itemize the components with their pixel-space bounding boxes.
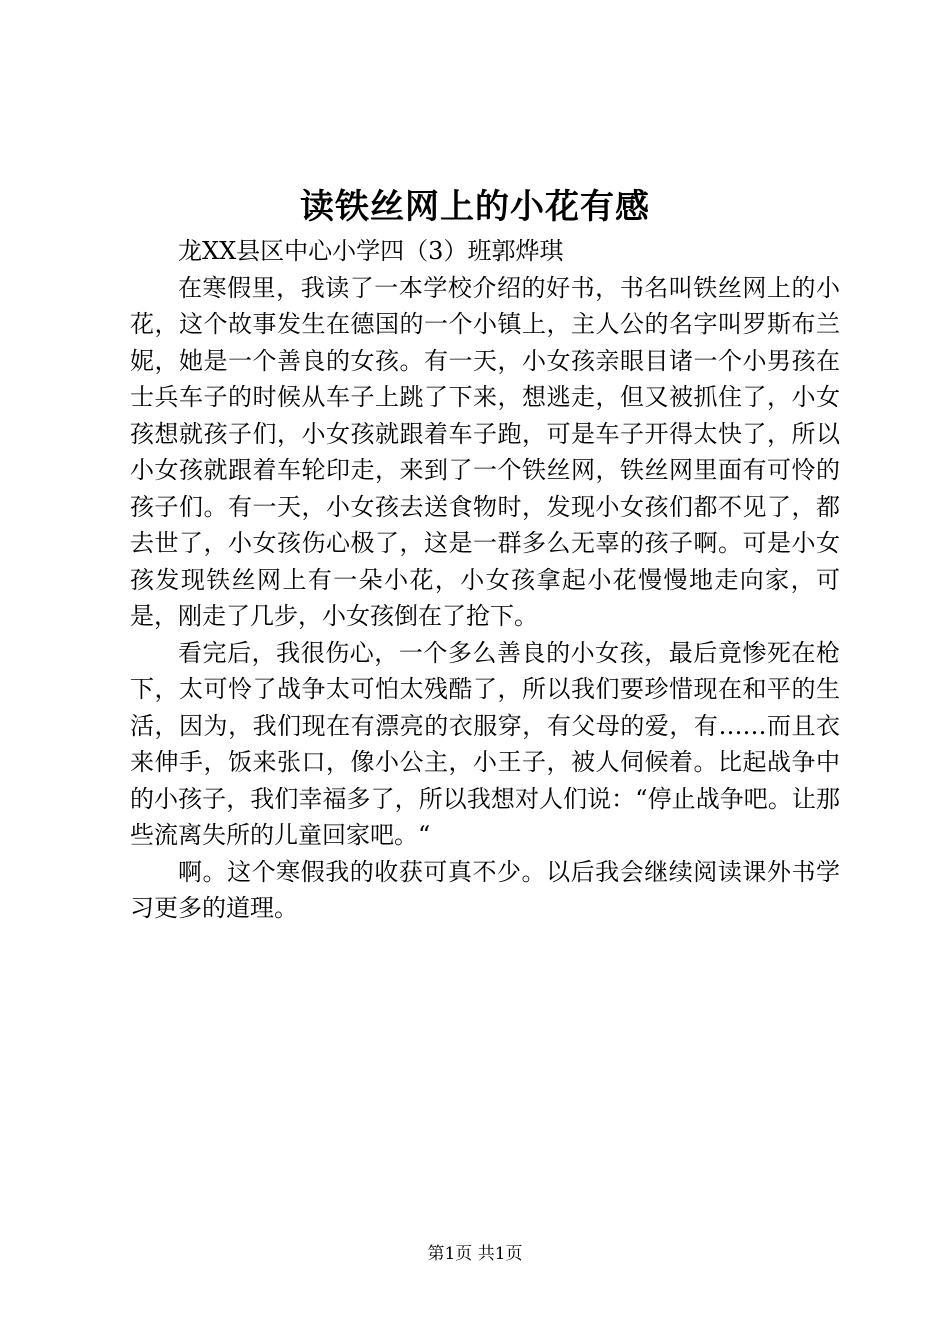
paragraph-2: 看完后，我很伤心，一个多么善良的小女孩，最后竟惨死在枪下，太可怜了战争太可怕太残酷了，所以我们要珍惜现在和平的生活，因为，我们现在有漂亮的衣服穿，有父母的爱，有……而且衣来伸手，饭来张口，像小公主，小王子，被人伺候着。比起战争中的小孩子，我们幸福多了，所以我想对人们说：“停止战争吧。让那些流离失所的儿童回家吧。“ xyxy=(130,638,840,849)
paragraph-1: 在寒假里，我读了一本学校介绍的好书，书名叫铁丝网上的小花，这个故事发生在德国的一个小镇上，主人公的名字叫罗斯布兰妮，她是一个善良的女孩。有一天，小女孩亲眼目诸一个小男孩在士兵车子的时候从车子上跳了下来，想逃走，但又被抓住了，小女孩想就孩子们，小女孩就跟着车子跑，可是车子开得太快了，所以小女孩就跟着车轮印走，来到了一个铁丝网，铁丝网里面有可怜的孩子们。有一天，小女孩去送食物时，发现小女孩们都不见了，都去世了，小女孩伤心极了，这是一群多么无辜的孩子啊。可是小女孩发现铁丝网上有一朵小花，小女孩拿起小花慢慢地走向家，可是，刚走了几步，小女孩倒在了抢下。 xyxy=(130,273,840,630)
document-body xyxy=(130,233,840,927)
page-footer: 第1页 共1页 xyxy=(427,1244,523,1264)
document-title: 读铁丝网上的小花有感 xyxy=(300,187,650,227)
byline: 龙XX县区中心小学四（3）班郭烨琪 xyxy=(178,237,564,265)
paragraph-3: 啊。这个寒假我的收获可真不少。以后我会继续阅读课外书学习更多的道理。 xyxy=(130,857,840,922)
